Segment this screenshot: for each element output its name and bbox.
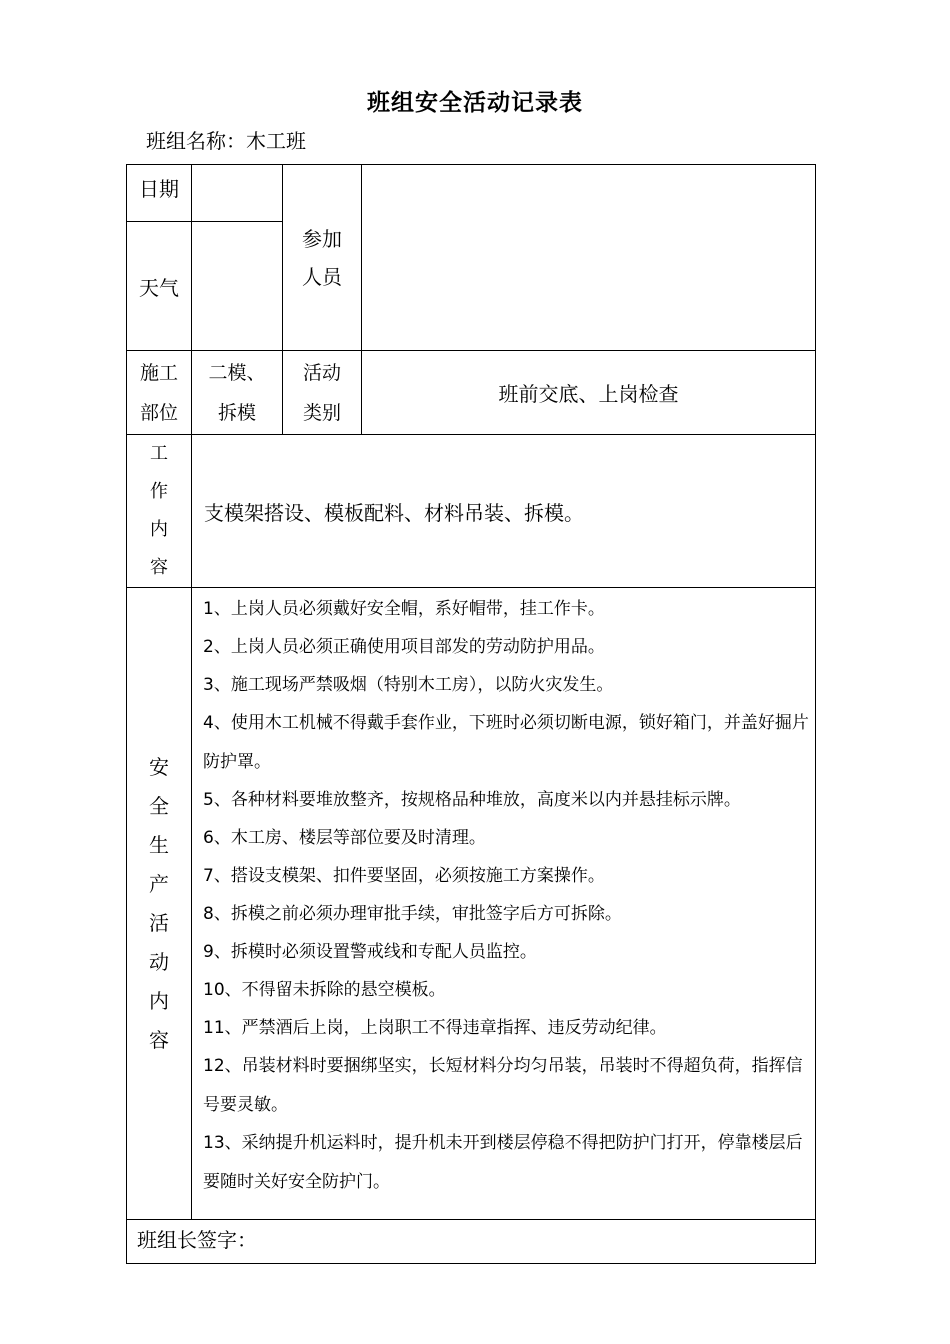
safety-label-char: 安 xyxy=(149,754,169,779)
work-label-char: 作 xyxy=(150,481,168,502)
list-item: 7、搭设支模架、扣件要坚固，必须按施工方案操作。 xyxy=(203,866,605,886)
team-leader-signature-cell[interactable] xyxy=(127,1220,816,1264)
list-item: 8、拆模之前必须办理审批手续，审批签字后方可拆除。 xyxy=(203,904,622,924)
list-item: 6、木工房、楼层等部位要及时清理。 xyxy=(203,828,486,848)
list-item: 3、施工现场严禁吸烟（特别木工房），以防火灾发生。 xyxy=(203,675,614,695)
list-item: 12、吊装材料时要捆绑坚实，长短材料分均匀吊装，吊装时不得超负荷，指挥信号要灵敏。 xyxy=(203,1056,803,1115)
work-content-label-cell xyxy=(127,435,192,588)
work-content-text: 支模架搭设、模板配料、材料吊装、拆模。 xyxy=(204,500,584,525)
construction-value-line2: 拆模 xyxy=(217,401,256,424)
activity-type-value-cell xyxy=(362,351,816,435)
list-item: 13、采纳提升机运料时，提升机未开到楼层停稳不得把防护门打开，停靠楼层后要随时关好安全防护门。 xyxy=(203,1133,803,1192)
signature-label: 班组长签字： xyxy=(137,1228,257,1252)
construction-value-cell xyxy=(192,351,283,435)
participants-label-cell xyxy=(283,165,362,351)
safety-label-char: 活 xyxy=(149,910,169,935)
work-label-char: 工 xyxy=(150,443,168,464)
work-label-char: 容 xyxy=(150,557,168,578)
list-item: 11、严禁酒后上岗，上岗职工不得违章指挥、违反劳动纪律。 xyxy=(203,1018,667,1038)
work-content-cell xyxy=(192,435,816,588)
weather-label-cell xyxy=(127,222,192,351)
date-label: 日期 xyxy=(139,177,179,201)
work-label-char: 内 xyxy=(150,519,168,540)
activity-type-label-cell xyxy=(283,351,362,435)
activity-record-table xyxy=(126,164,816,1264)
list-item: 9、拆模时必须设置警戒线和专配人员监控。 xyxy=(203,942,537,962)
participants-label-line1: 参加 xyxy=(302,226,342,251)
safety-label-char: 内 xyxy=(149,988,169,1013)
participants-label-line2: 人员 xyxy=(302,264,342,289)
construction-label-line1: 施工 xyxy=(139,361,178,384)
list-item: 2、上岗人员必须正确使用项目部发的劳动防护用品。 xyxy=(203,637,605,657)
list-item: 1、上岗人员必须戴好安全帽，系好帽带，挂工作卡。 xyxy=(203,599,605,619)
page-title: 班组安全活动记录表 xyxy=(367,90,583,116)
weather-label: 天气 xyxy=(139,275,179,300)
weather-value-cell[interactable] xyxy=(192,222,283,351)
safety-content-cell xyxy=(192,588,816,1220)
team-name-line: 班组名称：木工班 xyxy=(146,129,306,153)
safety-label-char: 全 xyxy=(149,793,169,818)
safety-label-char: 动 xyxy=(149,949,169,974)
safety-label-char: 产 xyxy=(149,871,169,896)
list-item: 4、使用木工机械不得戴手套作业，下班时必须切断电源，锁好箱门，并盖好掘片防护罩。 xyxy=(203,713,809,772)
construction-value-line1: 二模、 xyxy=(208,361,266,384)
list-item: 5、各种材料要堆放整齐，按规格品种堆放，高度米以内并悬挂标示牌。 xyxy=(203,790,741,810)
construction-label-line2: 部位 xyxy=(139,401,178,424)
activity-type-label-line1: 活动 xyxy=(302,361,341,384)
construction-label-cell xyxy=(127,351,192,435)
activity-type-value: 班前交底、上岗检查 xyxy=(498,382,679,406)
date-label-cell xyxy=(127,165,192,222)
safety-label-char: 容 xyxy=(149,1027,169,1052)
date-value-cell[interactable] xyxy=(192,165,283,222)
list-item: 10、不得留未拆除的悬空模板。 xyxy=(203,980,446,1000)
safety-content-label-cell xyxy=(127,588,192,1220)
safety-label-char: 生 xyxy=(149,832,169,857)
activity-type-label-line2: 类别 xyxy=(302,401,341,424)
safety-rules-list xyxy=(203,588,815,1201)
participants-value-cell[interactable] xyxy=(362,165,816,351)
